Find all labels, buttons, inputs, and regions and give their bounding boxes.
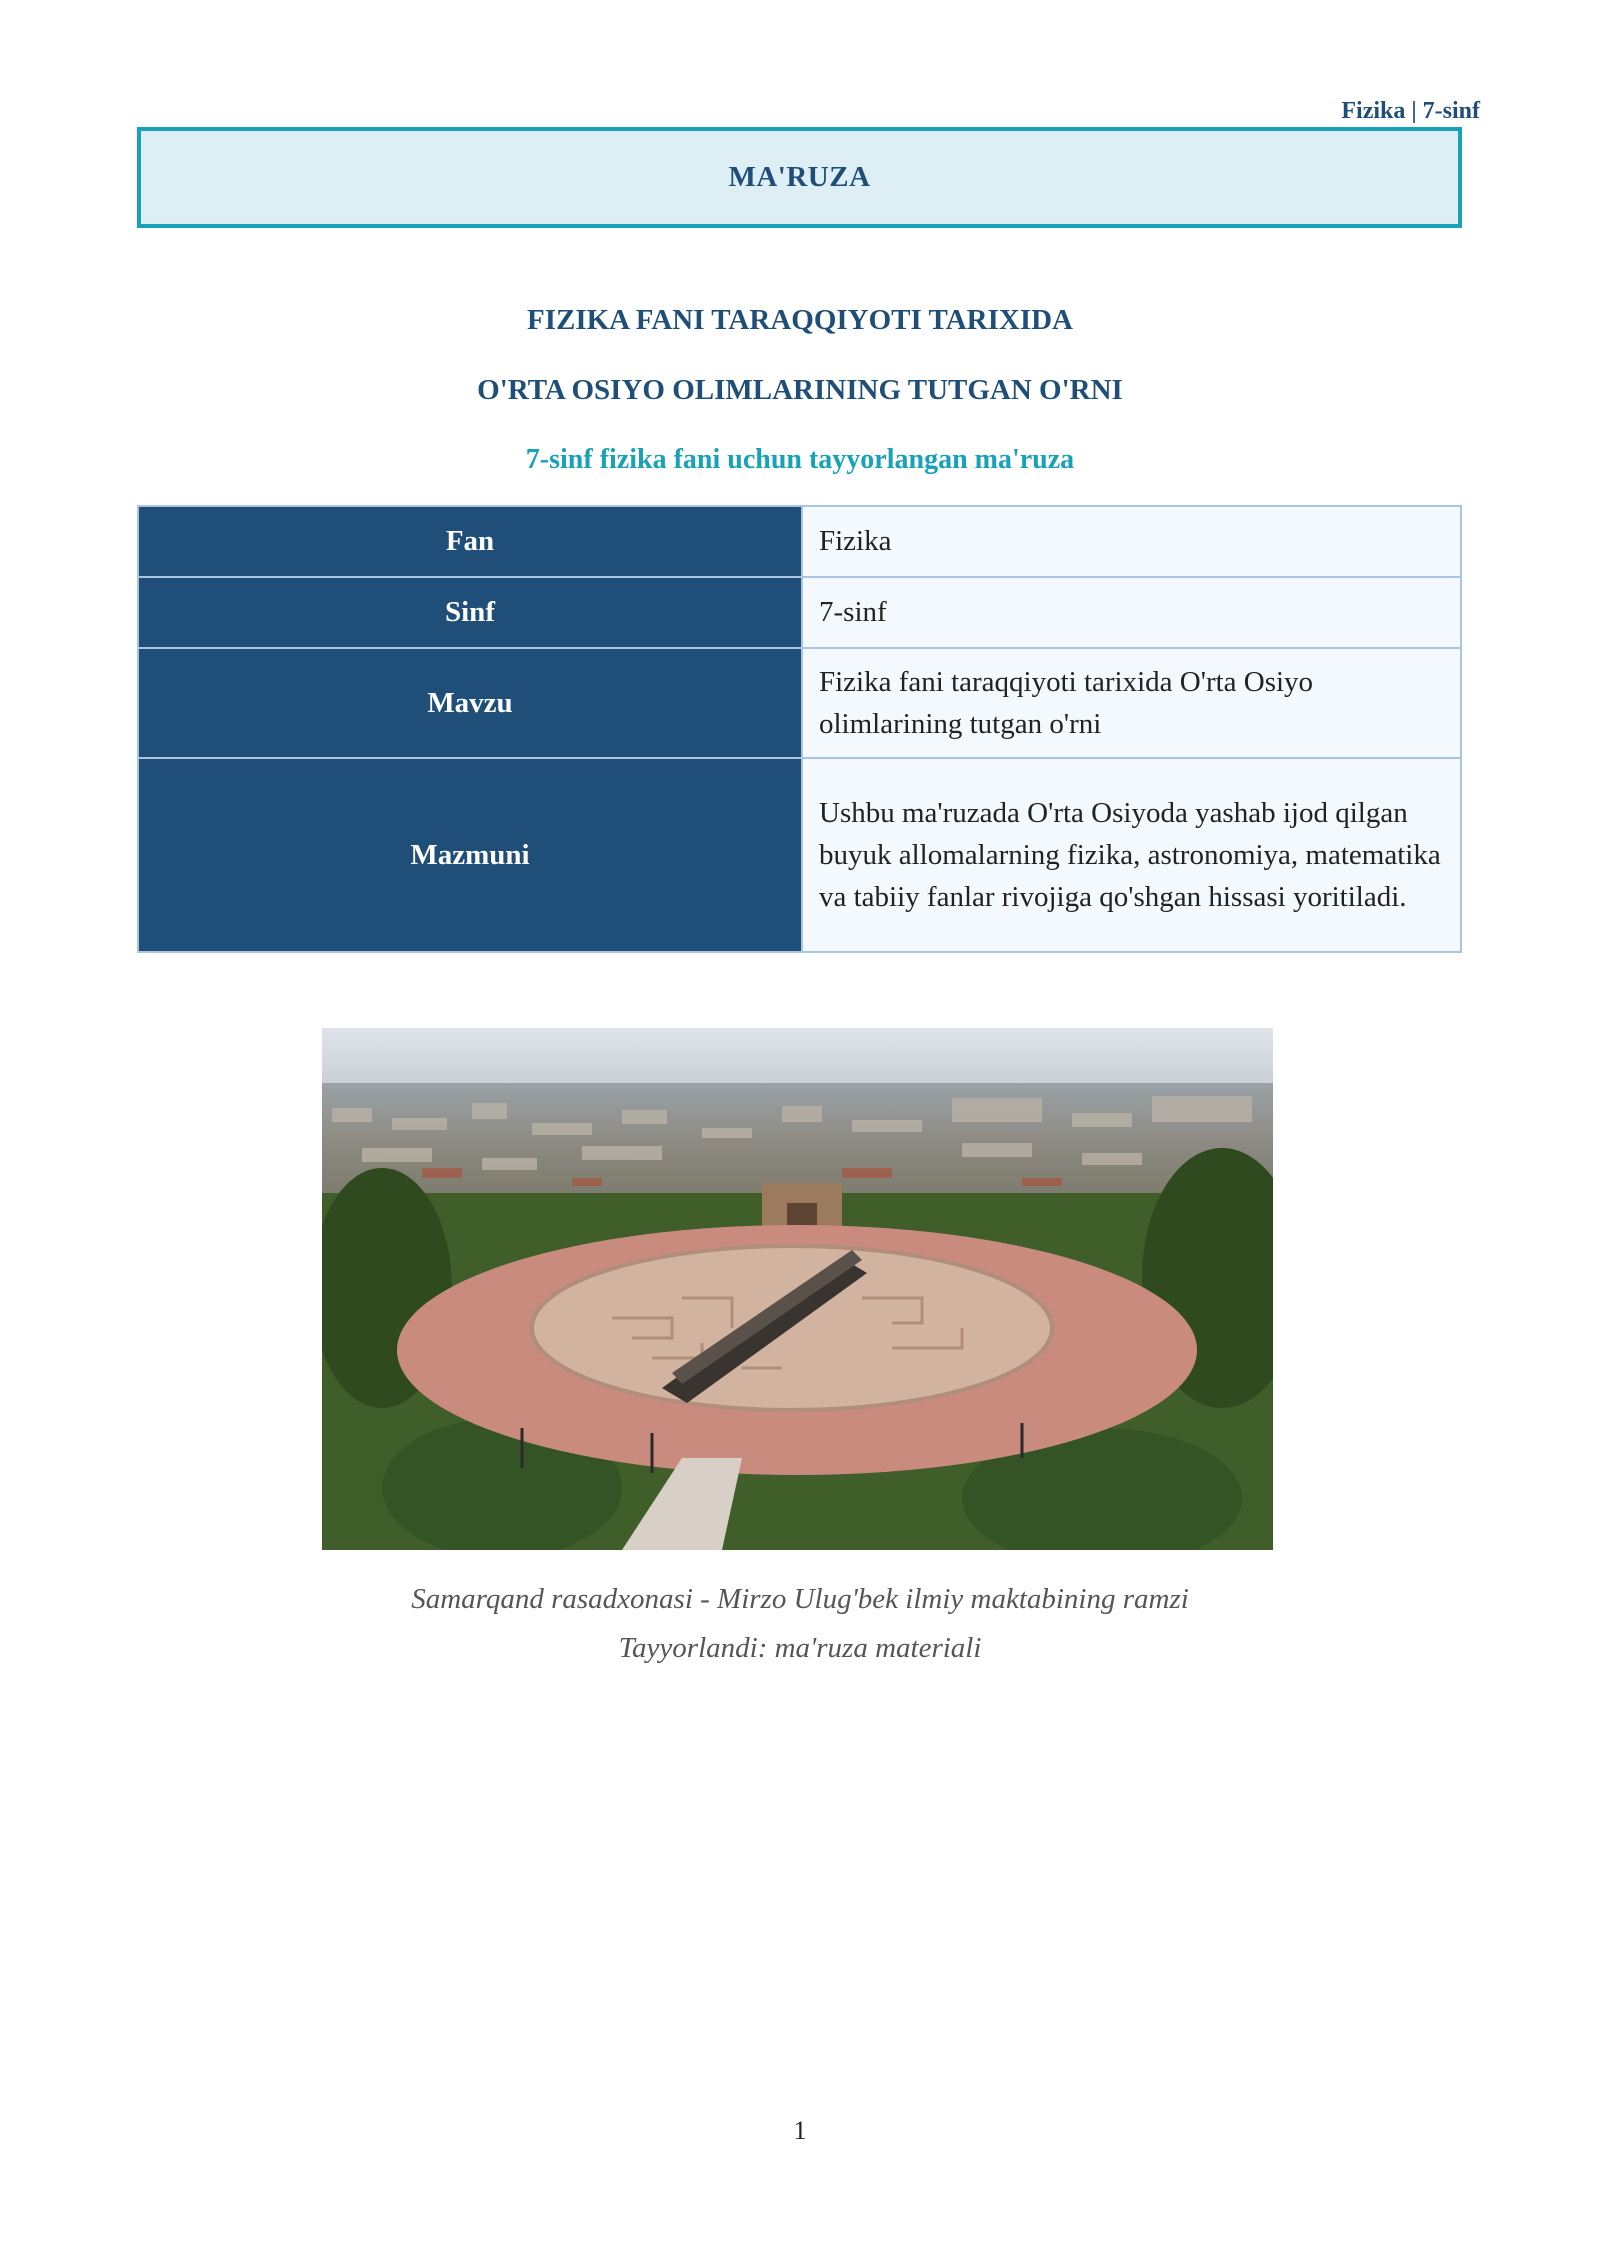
row-key-mazmuni: Mazmuni (138, 758, 802, 952)
info-table (137, 505, 1462, 953)
banner-title: MA'RUZA (728, 161, 871, 193)
document-subtitle: 7-sinf fizika fani uchun tayyorlangan ma'ruza (525, 444, 1075, 475)
lecture-banner (137, 127, 1462, 228)
running-header: Fizika | 7-sinf (1341, 98, 1480, 124)
table-row (138, 506, 1461, 577)
document-title-line-2: O'RTA OSIYO OLIMLARINING TUTGAN O'RNI (477, 374, 1123, 406)
row-value-sinf: 7-sinf (802, 577, 1461, 648)
table-row (138, 758, 1461, 952)
table-row (138, 577, 1461, 648)
observatory-illustration (322, 1028, 1273, 1550)
row-key-fan: Fan (138, 506, 802, 577)
row-value-fan: Fizika (802, 506, 1461, 577)
row-value-mavzu: Fizika fani taraqqiyoti tarixida O'rta Osiyo olimlarining tutgan o'rni (802, 648, 1461, 758)
observatory-photo (322, 1028, 1273, 1550)
page-number: 1 (793, 2116, 807, 2145)
figure-credit: Tayyorlandi: ma'ruza materiali (618, 1632, 982, 1664)
table-row (138, 648, 1461, 758)
row-key-mavzu: Mavzu (138, 648, 802, 758)
row-key-sinf: Sinf (138, 577, 802, 648)
figure-caption: Samarqand rasadxonasi - Mirzo Ulug'bek ilmiy maktabining ramzi (411, 1583, 1189, 1615)
document-title-line-1: FIZIKA FANI TARAQQIYOTI TARIXIDA (527, 304, 1073, 336)
row-value-mazmuni: Ushbu ma'ruzada O'rta Osiyoda yashab ijod qilgan buyuk allomalarning fizika, astronomiya, matematika va tabiiy fanlar rivojiga qo'shgan hissasi yoritiladi. (802, 758, 1461, 952)
